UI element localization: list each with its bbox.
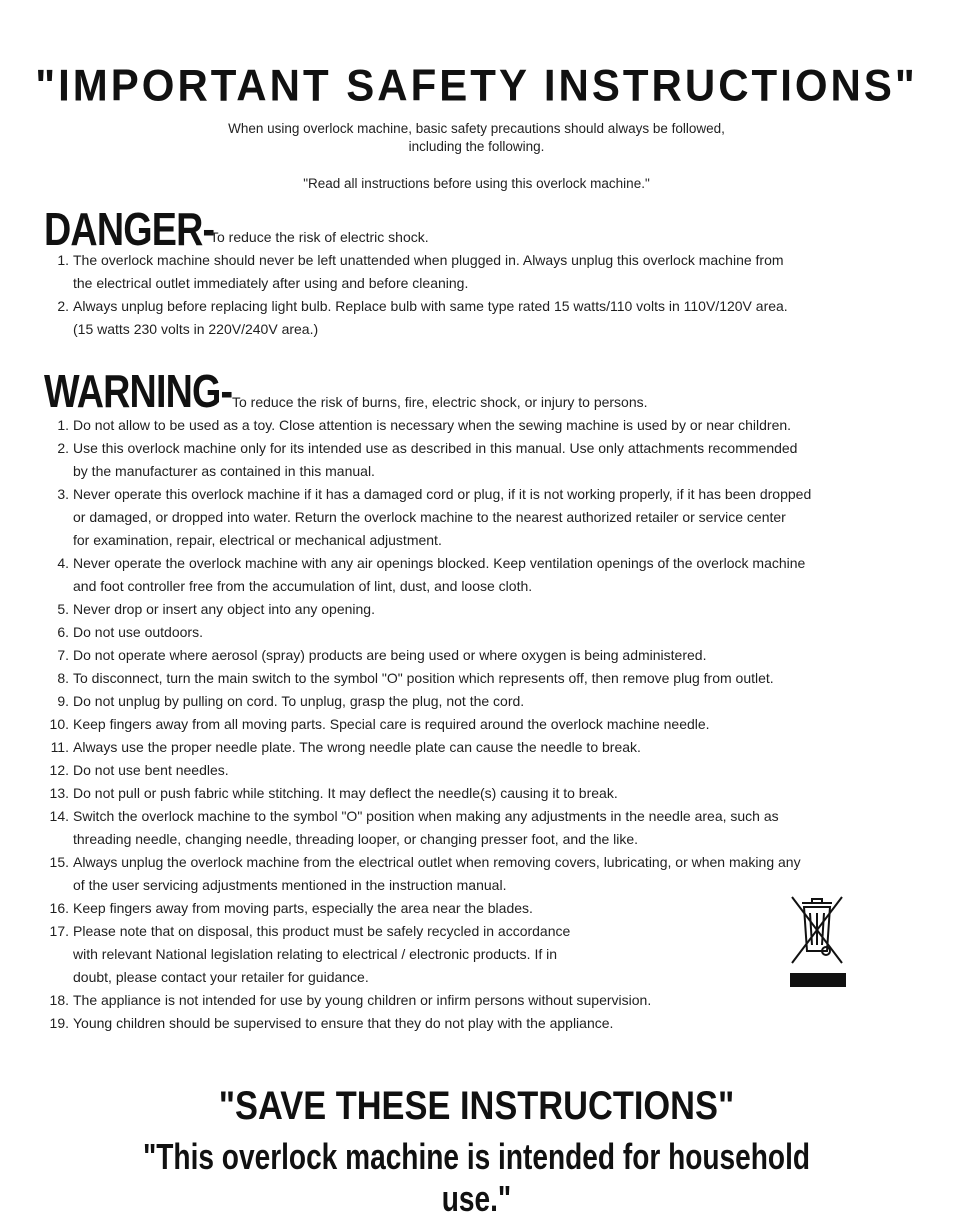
item-text-line: Do not pull or push fabric while stitching. It may deflect the needle(s) causing it to break. (73, 785, 618, 801)
item-number: 2. (57, 440, 69, 456)
item-number: 15. (49, 854, 69, 870)
item-text-line: Switch the overlock machine to the symbol "O" position when making any adjustments in the needle area, such as (73, 808, 779, 824)
item-number: 19. (49, 1015, 69, 1031)
list-item (0, 759, 900, 782)
item-text-line: Never drop or insert any object into any opening. (73, 601, 375, 617)
danger-list (0, 249, 900, 341)
intro-line-1: When using overlock machine, basic safety precautions should always be followed, (228, 121, 725, 136)
item-number: 8. (57, 670, 69, 686)
intro-read-all: "Read all instructions before using this overlock machine." (303, 176, 650, 191)
item-number: 1. (57, 417, 69, 433)
list-item (0, 805, 900, 851)
item-text-line: Always use the proper needle plate. The wrong needle plate can cause the needle to break. (73, 739, 641, 755)
danger-heading: DANGER- (44, 203, 215, 255)
warning-subtitle: To reduce the risk of burns, fire, electric shock, or injury to persons. (232, 394, 648, 410)
item-text-line: The overlock machine should never be left unattended when plugged in. Always unplug this overlock machine from (73, 252, 784, 268)
list-item (0, 295, 900, 341)
warning-header (44, 364, 648, 418)
item-text-line: Young children should be supervised to ensure that they do not play with the appliance. (73, 1015, 614, 1031)
list-item (0, 989, 900, 1012)
item-text-line: (15 watts 230 volts in 220V/240V area.) (73, 321, 319, 337)
list-item (0, 552, 900, 598)
item-text-line: by the manufacturer as contained in this manual. (73, 463, 375, 479)
list-item (0, 782, 900, 805)
warning-heading: WARNING- (44, 365, 233, 417)
save-instructions-heading: "SAVE THESE INSTRUCTIONS" (218, 1084, 735, 1128)
item-number: 11. (50, 739, 69, 755)
item-text-line: the electrical outlet immediately after using and before cleaning. (73, 275, 469, 291)
item-text-line: To disconnect, turn the main switch to the symbol "O" position which represents off, then remove plug from outlet. (73, 670, 774, 686)
item-number: 12. (49, 762, 69, 778)
list-item (0, 644, 900, 667)
item-text-line: Do not use outdoors. (73, 624, 203, 640)
item-text-line: doubt, please contact your retailer for guidance. (73, 969, 369, 985)
item-text-line: and foot controller free from the accumulation of lint, dust, and loose cloth. (73, 578, 533, 594)
item-number: 14. (49, 808, 69, 824)
list-item (0, 920, 900, 989)
list-item (0, 1012, 900, 1035)
item-number: 9. (57, 693, 69, 709)
warning-list (0, 414, 900, 1035)
household-use-heading: "This overlock machine is intended for household use." (142, 1136, 811, 1219)
item-text-line: or damaged, or dropped into water. Return the overlock machine to the nearest authorized retailer or service center (73, 509, 786, 525)
item-number: 10. (49, 716, 69, 732)
item-number: 17. (49, 923, 69, 939)
list-item (0, 598, 900, 621)
item-number: 3. (57, 486, 69, 502)
page-title: "IMPORTANT SAFETY INSTRUCTIONS" (35, 60, 918, 111)
item-text-line: Do not allow to be used as a toy. Close attention is necessary when the sewing machine is used by or near children. (73, 417, 792, 433)
item-number: 6. (57, 624, 69, 640)
item-text-line: Never operate this overlock machine if it has a damaged cord or plug, if it is not working properly, if it has been dropped (73, 486, 812, 502)
list-item (0, 667, 900, 690)
item-text-line: Do not unplug by pulling on cord. To unplug, grasp the plug, not the cord. (73, 693, 525, 709)
item-text-line: Please note that on disposal, this product must be safely recycled in accordance (73, 923, 571, 939)
list-item (0, 483, 900, 552)
item-text-line: Always unplug the overlock machine from the electrical outlet when removing covers, lubricating, or when making any (73, 854, 801, 870)
crossed-out-wheelie-bin-icon (788, 893, 848, 989)
item-text-line: for examination, repair, electrical or mechanical adjustment. (73, 532, 442, 548)
item-text-line: Never operate the overlock machine with any air openings blocked. Keep ventilation openings of the overlock machine (73, 555, 806, 571)
danger-subtitle: To reduce the risk of electric shock. (210, 229, 429, 245)
item-text-line: Keep fingers away from all moving parts. Special care is required around the overlock machine needle. (73, 716, 710, 732)
item-text-line: of the user servicing adjustments mentioned in the instruction manual. (73, 877, 507, 893)
list-item (0, 851, 900, 897)
item-number: 7. (57, 647, 69, 663)
list-item (0, 249, 900, 295)
item-text-line: The appliance is not intended for use by young children or infirm persons without supervision. (73, 992, 652, 1008)
item-text-line: threading needle, changing needle, threading looper, or changing presser foot, and the like. (73, 831, 639, 847)
intro-line-2: including the following. (408, 139, 545, 154)
item-text-line: Do not operate where aerosol (spray) products are being used or where oxygen is being administered. (73, 647, 707, 663)
item-number: 4. (57, 555, 69, 571)
item-text-line: Keep fingers away from moving parts, especially the area near the blades. (73, 900, 533, 916)
list-item (0, 713, 900, 736)
list-item (0, 690, 900, 713)
item-number: 16. (49, 900, 69, 916)
danger-header (44, 202, 429, 256)
item-number: 18. (49, 992, 69, 1008)
item-number: 2. (57, 298, 69, 314)
list-item (0, 736, 900, 759)
item-number: 1. (57, 252, 69, 268)
list-item (0, 897, 900, 920)
list-item (0, 621, 900, 644)
item-text-line: Use this overlock machine only for its intended use as described in this manual. Use only attachments recommended (73, 440, 798, 456)
item-text-line: Do not use bent needles. (73, 762, 229, 778)
list-item (0, 414, 900, 437)
item-number: 5. (57, 601, 69, 617)
list-item (0, 437, 900, 483)
item-text-line: with relevant National legislation relating to electrical / electronic products. If in (73, 946, 558, 962)
item-number: 13. (49, 785, 69, 801)
item-text-line: Always unplug before replacing light bulb. Replace bulb with same type rated 15 watts/110 volts in 110V/120V area. (73, 298, 788, 314)
